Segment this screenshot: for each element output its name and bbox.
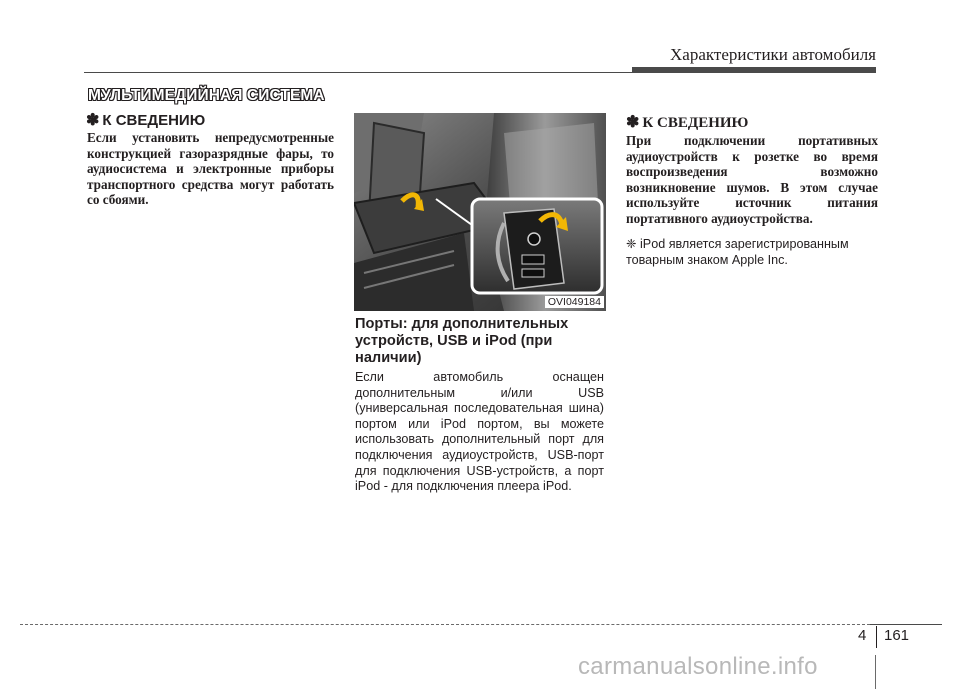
port-location-photo	[354, 113, 606, 311]
ports-heading: Порты: для дополнительных устройств, USB и iPod (при наличии)	[355, 316, 569, 366]
page-number: 161	[884, 627, 910, 644]
watermark-text: carmanualsonline.info	[578, 653, 818, 680]
footer-rule	[20, 624, 870, 625]
ports-body-text: Если автомобиль оснащен дополнительным и/или USB (универсальная последовательная шина) портом или iPod портом, вы можете использовать дополнительный порт для подключения аудиоустройств, USB-порт для подключения USB-устройств, а порт iPod - для подключения плеера iPod.	[355, 370, 604, 494]
figure-code: OVI049184	[545, 296, 604, 308]
note-left-text: Если установить непредусмотренные конструкцией газоразрядные фары, то аудиосистема и электронные приборы транспортного средства могут работать со сбоями.	[87, 130, 334, 208]
header-rule-accent	[632, 67, 876, 73]
note-left-heading: К СВЕДЕНИЮ	[102, 112, 206, 129]
car-interior-illustration	[354, 113, 606, 311]
section-title: МУЛЬТИМЕДИЙНАЯ СИСТЕМА	[88, 87, 325, 104]
note-bullet-icon: ❈	[626, 237, 637, 251]
note-right-heading-row	[626, 112, 748, 132]
note-right-text: При подключении портативных аудиоустройств к розетке во время воспроизведения возможно возникновение шумов. В этом случае используйте источник питания портативного аудиоустройства.	[626, 133, 878, 226]
crop-mark	[875, 655, 876, 689]
note-asterisk-icon: ✽	[86, 112, 100, 129]
ipod-trademark-text: iPod является зарегистрированным товарным знаком Apple Inc.	[626, 237, 849, 267]
note-right-heading: К СВЕДЕНИЮ	[642, 115, 749, 131]
note-left-heading-row	[86, 110, 205, 130]
page-header-title: Характеристики автомобиля	[670, 45, 876, 64]
chapter-number: 4	[858, 627, 867, 644]
note-asterisk-icon: ✽	[626, 114, 640, 131]
ipod-trademark-note	[626, 237, 878, 268]
page-number-divider	[876, 626, 877, 648]
footer-rule-accent	[870, 624, 942, 625]
